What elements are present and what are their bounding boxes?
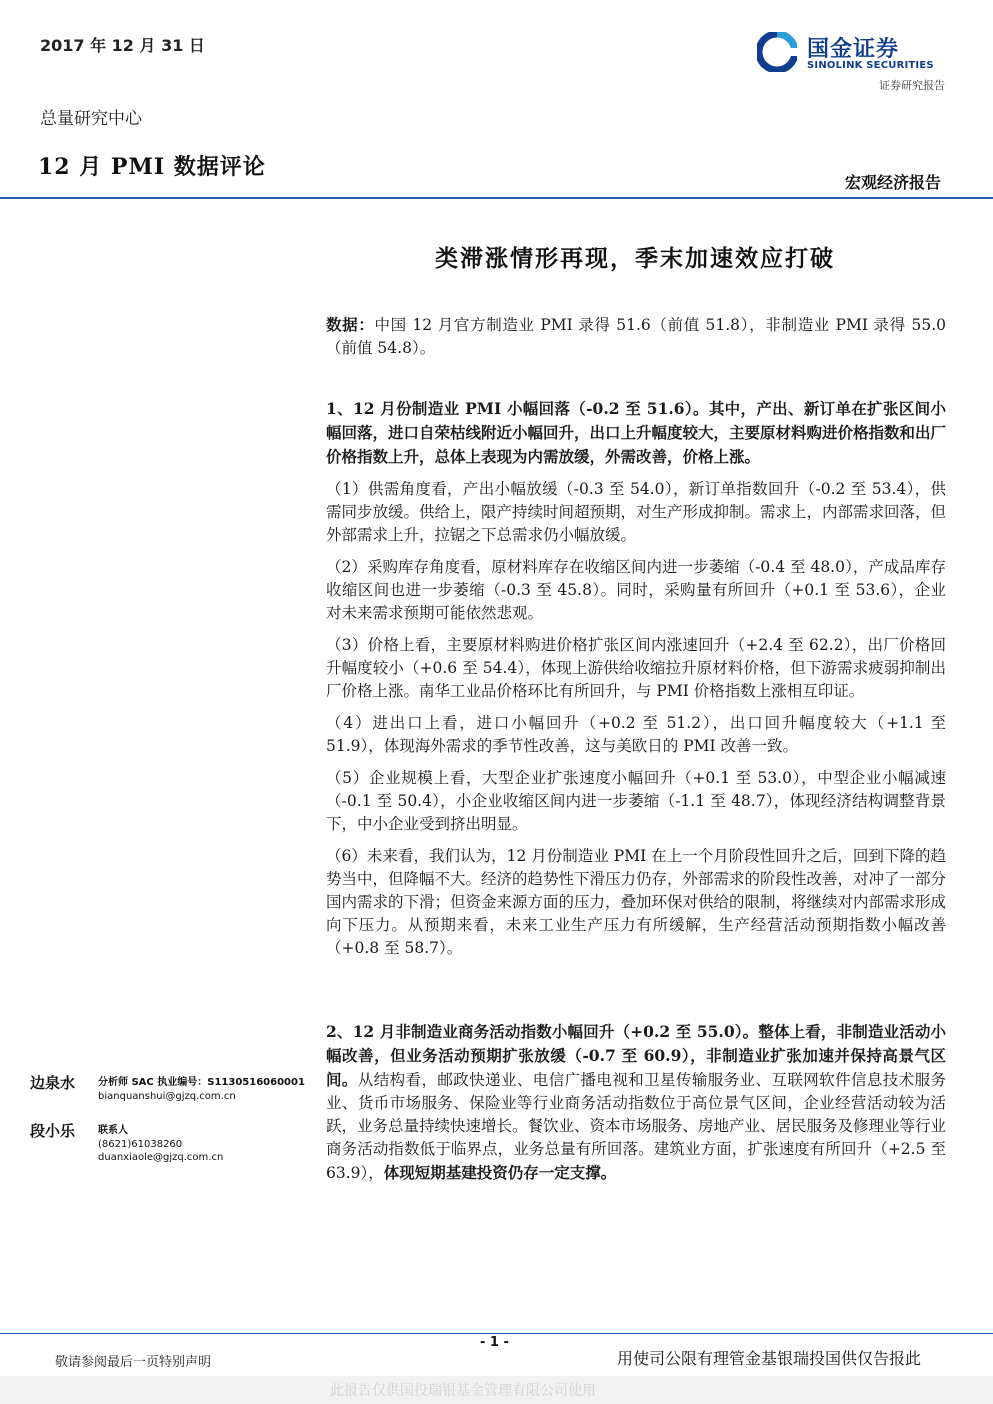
sinolink-logo-icon	[757, 32, 797, 72]
logo-text-cn: 国金证券	[807, 37, 900, 62]
watermark-text: 此报告仅供国投瑞银基金管理有限公司使用	[330, 1383, 596, 1399]
page-title: 12 月 PMI 数据评论	[38, 154, 266, 180]
contact-email[interactable]: duanxiaole@gjzq.com.cn	[98, 1152, 224, 1163]
analyst-name: 边泉水	[30, 1074, 76, 1092]
footer-licensee: 用使司公限有理管金基银瑞投国供仅告报此	[617, 1349, 922, 1368]
section-1-para: （2）采购库存角度看，原材料库存在收缩区间内进一步萎缩（-0.4 至 48.0），产成品库存收缩区间也进一步萎缩（-0.3 至 45.8）。同时，采购量有所回升（+0.1 至 53.6），企业对未来需求预期可能依然悲观。	[326, 558, 946, 622]
data-paragraph	[326, 313, 946, 369]
report-date: 2017 年 12 月 31 日	[40, 36, 205, 55]
section-2-body: 从结构看，邮政快递业、电信广播电视和卫星传输服务业、互联网软件信息技术服务业、货币市场服务、保险业等行业商务活动指数位于高位景气区间，企业经营活动较为活跃，业务总量持续快速增长。餐饮业、资本市场服务、房地产业、居民服务及修理业等行业商务活动指数低于临界点，业务总量有所回落。建筑业方面，扩张速度有所回升（+2.5 至 63.9），	[326, 1071, 947, 1182]
section-2-conclusion: 体现短期基建投资仍存一定支撑。	[383, 1163, 617, 1182]
data-label: 数据：	[326, 315, 375, 334]
data-text: 中国 12 月官方制造业 PMI 录得 51.6（前值 51.8），非制造业 PMI 录得 55.0（前值 54.8）。	[326, 316, 946, 357]
report-kind: 证券研究报告	[879, 79, 945, 92]
analyst-email[interactable]: bianquanshui@gjzq.com.cn	[98, 1090, 236, 1102]
header-divider	[0, 197, 993, 199]
section-1-para: （1）供需角度看，产出小幅放缓（-0.3 至 54.0），新订单指数回升（-0.2 至 53.4），供需同步放缓。供给上，限产持续时间超预期，对生产形成抑制。需求上，内部需求回落，但外部需求上升，拉锯之下总需求仍小幅放缓。	[326, 480, 947, 544]
section-1-para: （6）未来看，我们认为，12 月份制造业 PMI 在上一个月阶段性回升之后，回到下降的趋势当中，但降幅不大。经济的趋势性下滑压力仍存，外部需求的阶段性改善，对冲了一部分国内需求的下滑；但资金来源方面的压力，叠加环保对供给的限制，将继续对内部需求形成向下压力。从预期来看，未来工业生产压力有所缓解，生产经营活动预期指数小幅改善（+0.8 至 58.7）。	[326, 847, 947, 957]
analyst-credential: 分析师 SAC 执业编号：S1130516060001	[98, 1077, 305, 1088]
section-2-heading: 2、12 月非制造业商务活动指数小幅回升（+0.2 至 55.0）。整体上看，非制造业活动小幅改善，但业务活动预期扩张放缓（-0.7 至 60.9），非制造业扩张加速并保持高景气区间。	[326, 1022, 946, 1089]
section-1	[326, 397, 946, 969]
contact-role: 联系人	[98, 1125, 128, 1136]
disclaimer-note: 敬请参阅最后一页特别声明	[55, 1355, 212, 1370]
section-1-para: （4）进出口上看，进口小幅回升（+0.2 至 51.2），出口回升幅度较大（+1.1 至 51.9），体现海外需求的季节性改善，这与美欧日的 PMI 改善一致。	[326, 714, 946, 755]
headline: 类滞涨情形再现，季末加速效应打破	[435, 245, 835, 272]
logo-text-en: SINOLINK SECURITIES	[807, 60, 934, 71]
page-number: - 1 -	[480, 1335, 509, 1350]
department: 总量研究中心	[40, 109, 142, 129]
contact-name: 段小乐	[30, 1122, 76, 1140]
company-logo	[757, 30, 947, 78]
section-1-heading: 1、12 月份制造业 PMI 小幅回落（-0.2 至 51.6）。其中，产出、新订单在扩张区间小幅回落，进口自荣枯线附近小幅回升，出口上升幅度较大，主要原材料购进价格指数和出厂价格指数上升，总体上表现为内需放缓，外需改善，价格上涨。	[326, 399, 947, 466]
section-1-para: （5）企业规模上看，大型企业扩张速度小幅回升（+0.1 至 53.0），中型企业小幅减速（-0.1 至 50.4），小企业收缩区间内进一步萎缩（-1.1 至 48.7），体现经济结构调整背景下，中小企业受到挤出明显。	[326, 769, 946, 833]
footer-divider	[0, 1333, 993, 1334]
report-category: 宏观经济报告	[844, 173, 941, 192]
section-2	[326, 1020, 946, 1194]
section-1-para: （3）价格上看，主要原材料购进价格扩张区间内涨速回升（+2.4 至 62.2），出厂价格回升幅度较小（+0.6 至 54.4），体现上游供给收缩拉升原材料价格，但下游需求疲弱抑制出厂价格上涨。南华工业品价格环比有所回升，与 PMI 价格指数上涨相互印证。	[326, 636, 946, 700]
contact-phone: (8621)61038260	[98, 1138, 183, 1150]
